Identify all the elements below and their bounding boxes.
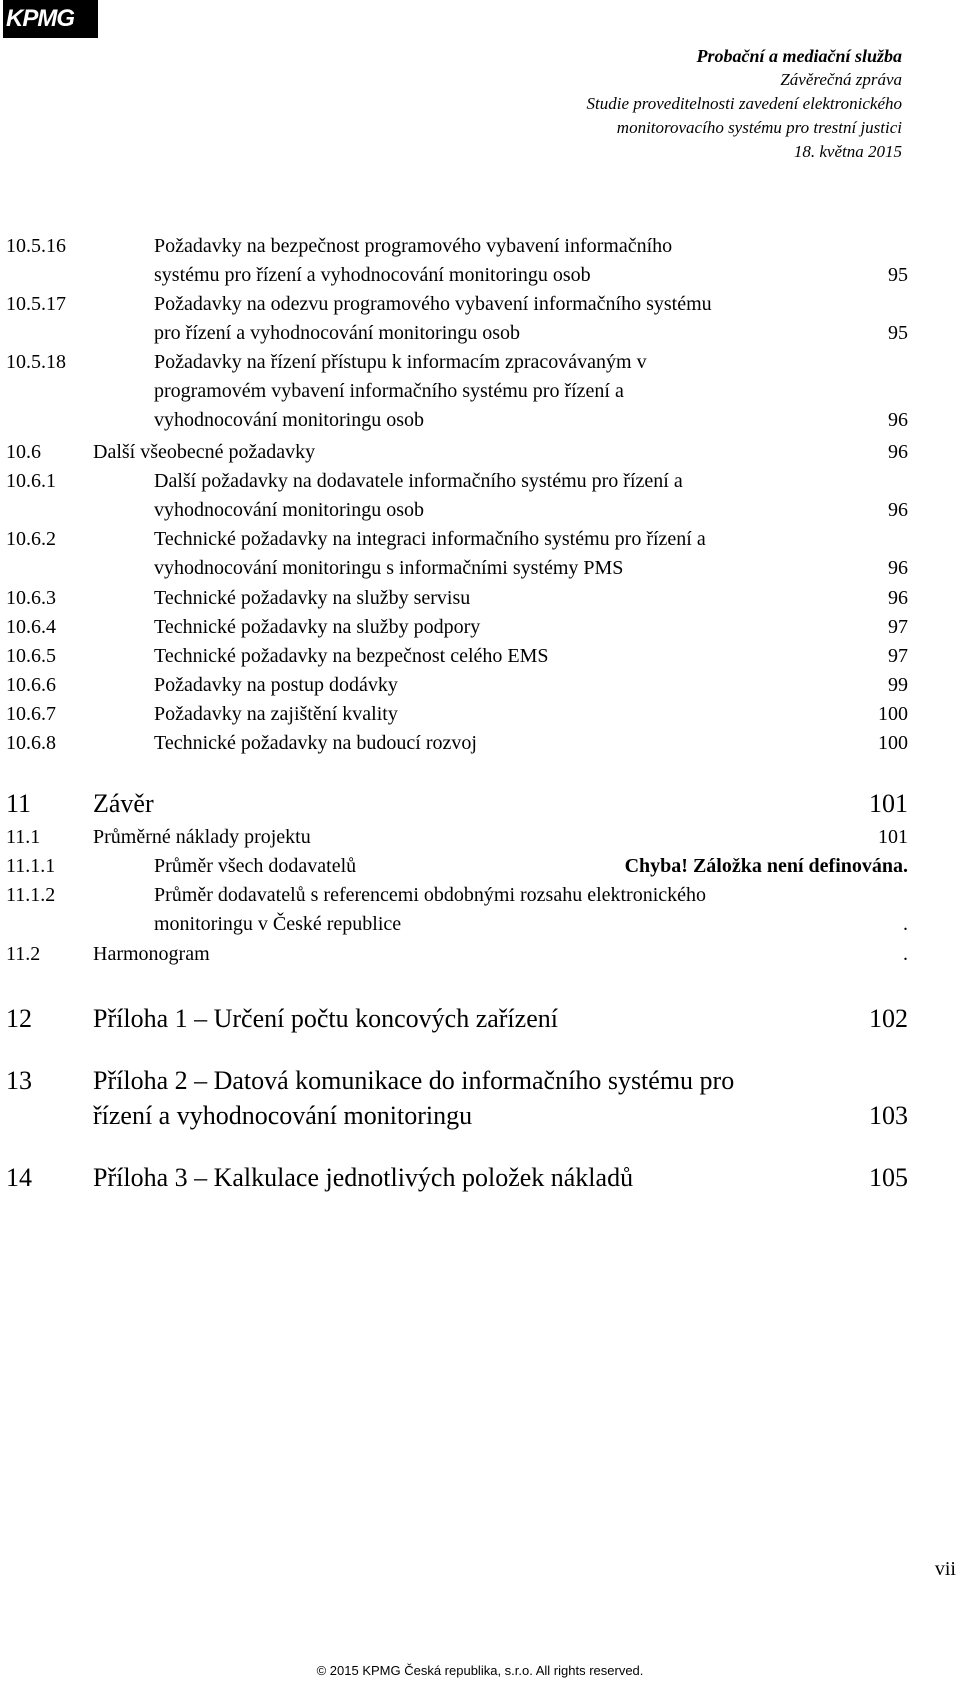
header-subtitle: Závěrečná zpráva [780,70,902,89]
toc-title: Technické požadavky na budoucí rozvoj [154,732,477,754]
toc-title: Příloha 2 – Datová komunikace do informačního systému pro [93,1066,735,1095]
toc-title: Technické požadavky na integraci informačního systému pro řízení a [154,528,706,550]
toc-page: 96 [888,557,908,579]
toc-title: Požadavky na bezpečnost programového vybavení informačního [154,235,673,257]
toc-title-continued: systému pro řízení a vyhodnocování monitoringu osob [154,264,591,286]
toc-number: 10.6.6 [6,674,56,696]
toc-number: 10.6 [6,441,41,463]
toc-title-continued: vyhodnocování monitoringu s informačními systémy PMS [154,557,624,579]
toc-title: Požadavky na postup dodávky [154,674,398,696]
toc-number: 11.1.1 [6,855,56,877]
header-study-line-2: monitorovacího systému pro trestní justici [616,118,902,137]
toc-number: 11.1 [6,826,41,848]
toc-page: 103 [869,1101,908,1130]
toc-page: 95 [888,264,908,286]
toc-title-continued: monitoringu v České republice [154,913,402,935]
toc-page: 96 [888,441,908,463]
toc-title: Průměr všech dodavatelů [154,855,357,877]
page-number: vii [934,1558,956,1580]
toc-page: 96 [888,409,908,431]
toc-page: 95 [888,322,908,344]
toc-number: 10.5.17 [6,293,66,315]
toc-page: 96 [888,587,908,609]
toc-number: 10.6.7 [6,703,56,725]
toc-number: 10.5.16 [6,235,66,257]
toc-title: Požadavky na zajištění kvality [154,703,398,725]
header-study-line-1: Studie proveditelnosti zavedení elektronického [586,94,902,113]
header-date: 18. května 2015 [793,142,902,161]
toc-number: 10.6.2 [6,528,56,550]
toc-number: 10.6.5 [6,645,56,667]
toc-title: Technické požadavky na bezpečnost celého EMS [154,645,549,667]
toc-number: 10.6.8 [6,732,56,754]
toc-page: 96 [888,499,908,521]
toc-number: 14 [6,1163,32,1192]
copyright-footer: © 2015 KPMG Česká republika, s.r.o. All rights reserved. [316,1663,644,1678]
kpmg-logo: KPMG [3,0,98,38]
toc-title-continued: programovém vybavení informačního systému pro řízení a [154,380,624,402]
toc-number: 10.6.1 [6,470,56,492]
toc-title: Závěr [93,789,154,818]
toc-number: 11 [6,789,32,818]
toc-title: Další všeobecné požadavky [93,441,316,463]
toc-page: . [903,943,908,965]
toc-page: 101 [878,826,908,848]
toc-page: 100 [878,732,908,754]
toc-number: 10.6.4 [6,616,56,638]
toc-number: 10.6.3 [6,587,56,609]
toc-title-continued: vyhodnocování monitoringu osob [154,499,424,521]
toc-title: Příloha 1 – Určení počtu koncových zařízení [93,1004,558,1033]
toc-title: Požadavky na řízení přístupu k informacím zpracovávaným v [154,351,647,373]
toc-title: Požadavky na odezvu programového vybavení informačního systému [154,293,712,315]
toc-number: 11.2 [6,943,41,965]
toc-page: . [903,913,908,935]
toc-page: 101 [869,789,908,818]
toc-title: Průměr dodavatelů s referencemi obdobnými rozsahu elektronického [154,884,707,906]
toc-page: 100 [878,703,908,725]
header-title: Probační a mediační služba [696,46,902,66]
toc-number: 13 [6,1066,32,1095]
toc-title: Příloha 3 – Kalkulace jednotlivých položek nákladů [93,1163,634,1192]
toc-title-continued: pro řízení a vyhodnocování monitoringu osob [154,322,521,344]
toc-number: 10.5.18 [6,351,66,373]
toc-error-message: Chyba! Záložka není definována. [624,855,908,877]
toc-title: Technické požadavky na služby servisu [154,587,471,609]
toc-title: Průměrné náklady projektu [93,826,311,848]
toc-title: Další požadavky na dodavatele informačního systému pro řízení a [154,470,683,492]
toc-number: 12 [6,1004,32,1033]
toc-number: 11.1.2 [6,884,56,906]
toc-page: 97 [888,616,908,638]
toc-page: 102 [869,1004,908,1033]
toc-page: 99 [888,674,908,696]
toc-page: 97 [888,645,908,667]
toc-title-continued: vyhodnocování monitoringu osob [154,409,424,431]
toc-title: Technické požadavky na služby podpory [154,616,481,638]
toc-page: 105 [869,1163,908,1192]
toc-title-continued: řízení a vyhodnocování monitoringu [93,1101,473,1130]
toc-title: Harmonogram [93,943,210,965]
